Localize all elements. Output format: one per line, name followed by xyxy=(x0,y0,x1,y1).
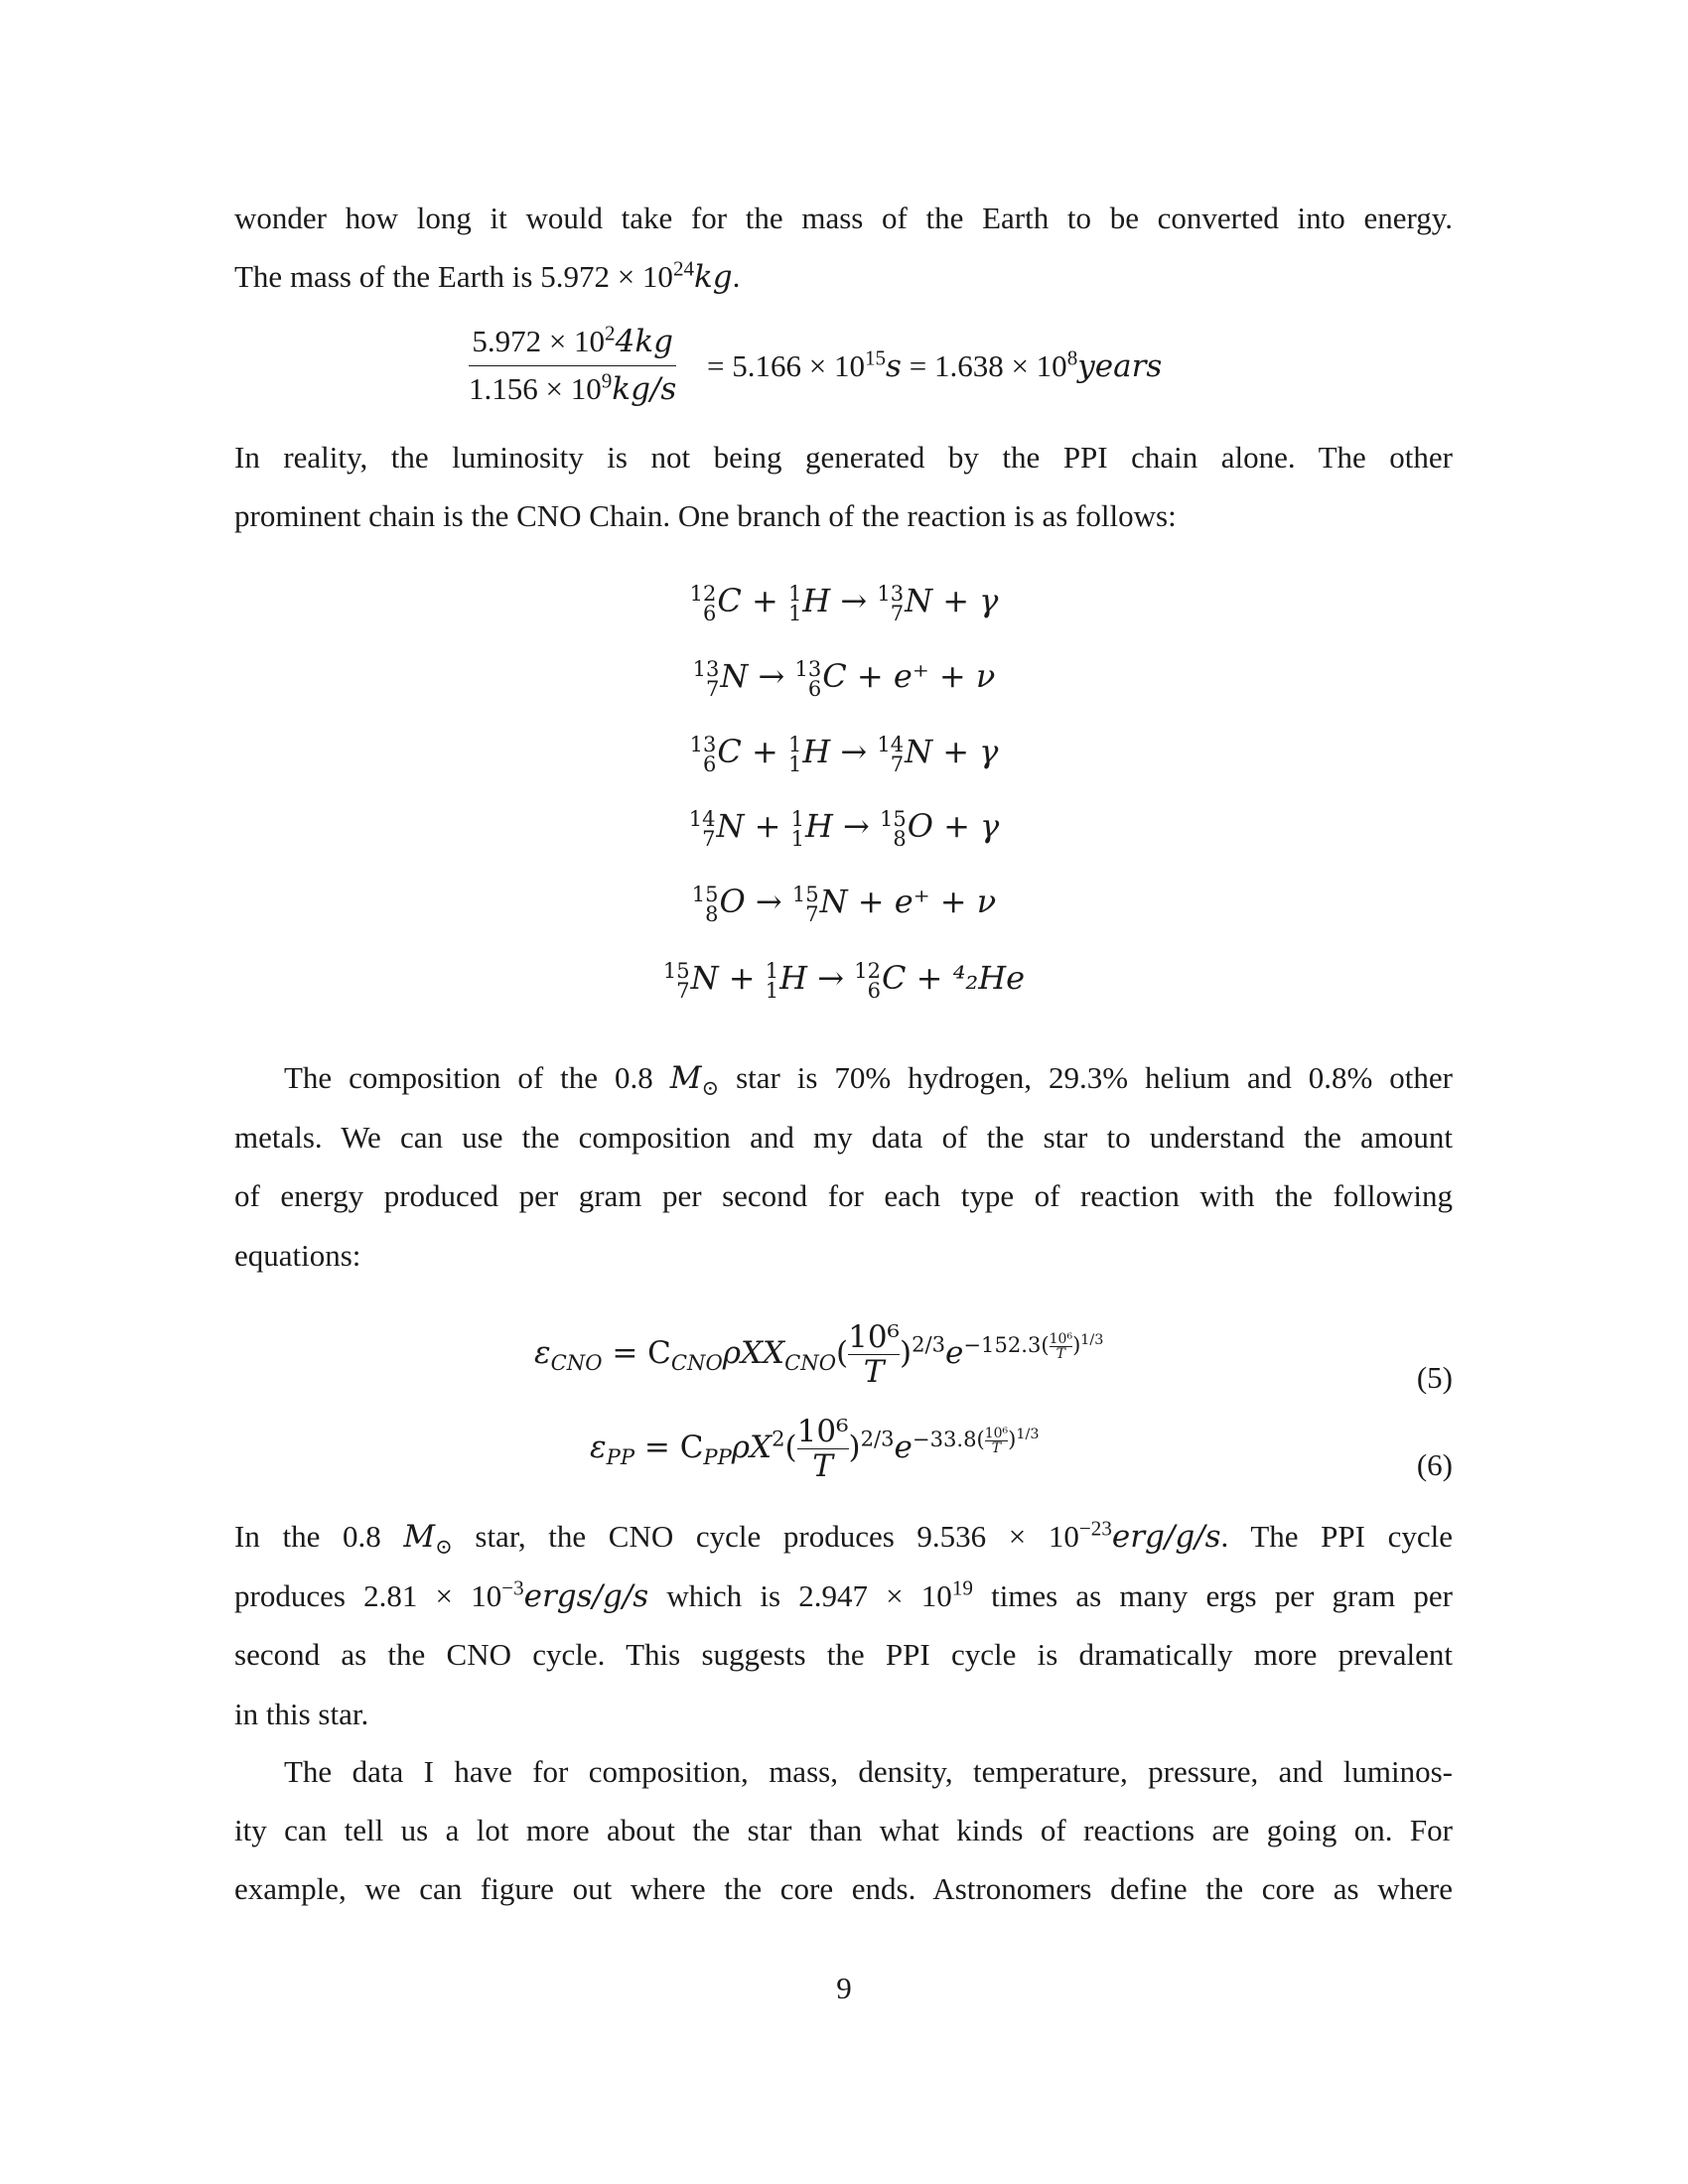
equation-5: $\varepsilon_{CNO} = C_{CNO}\rho XX_{CNO}$( $\frac{\text{10⁶}}{T}$ )$^{2/3}e^{-152.3( \frac{\text{10⁶}}{T} )^{1/3}}$ xyxy=(534,1319,1104,1390)
paragraph-5-line-2: ity can tell us a lot more about the star than what kinds of reactions are going on. For xyxy=(234,1813,1453,1847)
fraction-bar xyxy=(469,365,676,366)
paragraph-3-line-1: The composition of the 0.8 $M_⊙$ star is 70% hydrogen, 29.3% helium and 0.8% other xyxy=(284,1060,1453,1101)
paragraph-2-line-1: In reality, the luminosity is not being generated by the PPI chain alone. The other xyxy=(234,440,1453,475)
paragraph-3-line-2: metals. We can use the composition and my data of the star to understand the amount xyxy=(234,1120,1453,1155)
temperature-fraction: $\frac{\text{10⁶}}{T}$ xyxy=(848,1319,900,1390)
paragraph-1-line-2 xyxy=(234,257,1453,297)
earth-mass-fraction xyxy=(469,321,677,407)
temperature-fraction: $\frac{\text{10⁶}}{T}$ xyxy=(796,1414,849,1484)
cno-reaction-3: 13 6 C + 1 1 H → 14 7 N + γ xyxy=(689,732,999,776)
cno-reaction-1: 12 6 C + 1 1 H → 13 7 N + γ xyxy=(689,581,999,625)
paragraph-3-line-3: of energy produced per gram per second for each type of reaction with the following xyxy=(234,1178,1453,1213)
text: The mass of the Earth is 5.972 × 10 xyxy=(234,259,673,294)
text: . xyxy=(732,259,741,294)
paragraph-2-line-2: prominent chain is the CNO Chain. One branch of the reaction is as follows: xyxy=(234,498,1177,533)
paragraph-1-line-1: wonder how long it would take for the mass of the Earth to be converted into energy. xyxy=(234,201,1453,235)
cno-reaction-6: 15 7 N + 1 1 H → 12 6 C + ⁴₂He xyxy=(662,958,1026,1003)
paragraph-4-line-1: In the 0.8 $M_⊙$ star, the CNO cycle produces $9.536 \times 10^{-23}erg/g/s$. The PPI cycle xyxy=(234,1516,1453,1560)
solar-mass-symbol: M xyxy=(669,1060,702,1096)
page-number: 9 xyxy=(836,1971,852,2005)
exponent: 24 xyxy=(672,256,695,281)
cno-reaction-4: 14 7 N + 1 1 H → 15 8 O + γ xyxy=(688,806,1000,851)
equation-6: $\varepsilon_{PP} = C_{PP}\rho X^2$( $\frac{\text{10⁶}}{T}$ )$^{2/3}e^{-33.8( \frac{\text{10⁶}}{T} )^{1/3}}$ xyxy=(590,1414,1040,1484)
equation-5-number: (5) xyxy=(1416,1360,1453,1395)
fraction-numerator: $5.972 \times 10^24kg$ xyxy=(472,321,673,359)
paragraph-4-line-4: in this star. xyxy=(234,1697,369,1731)
paragraph-3-line-4: equations: xyxy=(234,1238,361,1273)
cno-reaction-5: 15 8 O → 15 7 N + e⁺ + ν xyxy=(691,882,997,926)
equation-6-number: (6) xyxy=(1416,1447,1453,1482)
cno-reaction-2: 13 7 N → 13 6 C + e⁺ + ν xyxy=(692,656,996,701)
paragraph-5-line-3: example, we can figure out where the core ends. Astronomers define the core as where xyxy=(234,1871,1453,1906)
earth-conversion-result: = $5.166 \times 10^{15}s = 1.638$ × $10^8years$ xyxy=(707,345,1163,384)
unit: kg xyxy=(694,259,733,295)
fraction-denominator: $1.156 \times 10^9kg/s$ xyxy=(469,368,677,407)
paragraph-4-line-3: second as the CNO cycle. This suggests the PPI cycle is dramatically more prevalent xyxy=(234,1637,1453,1672)
paragraph-5-line-1: The data I have for composition, mass, density, temperature, pressure, and luminos- xyxy=(284,1754,1453,1789)
paragraph-4-line-2: produces $2.81 \times 10^{-3}ergs/g/s$ which is $2.947 \times 10^{19}$ times as many ergs per gram per xyxy=(234,1575,1453,1614)
